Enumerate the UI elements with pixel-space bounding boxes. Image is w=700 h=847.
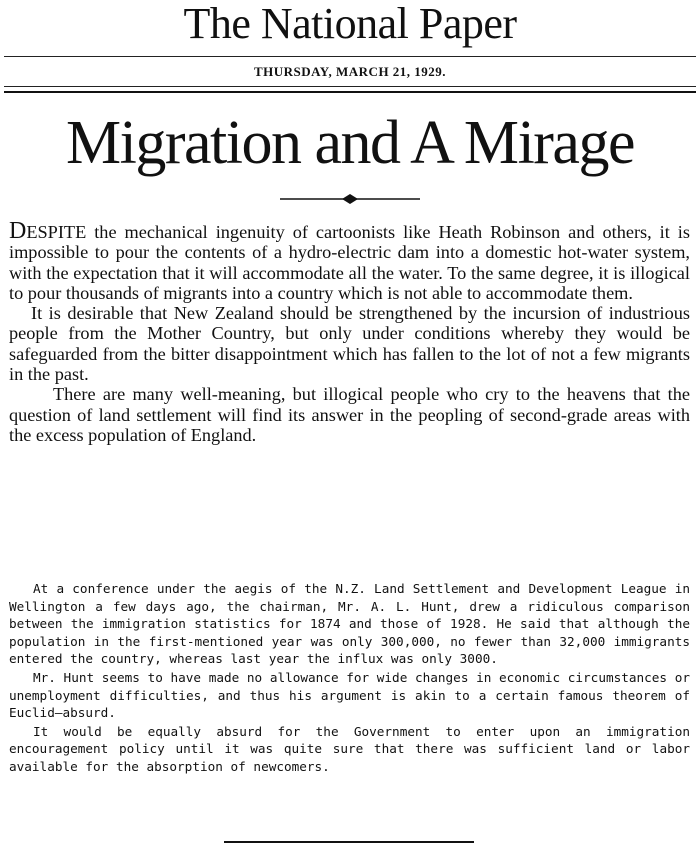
dateline-rule-bottom — [4, 91, 696, 93]
article-paragraph: It is desirable that New Zealand should be strengthened by the incursion of industrious people from the Mother Country, but only under conditions whereby they would be safeguarded from the bitter disappointment which has fallen to the lot of not a few migrants in the past. — [9, 303, 690, 385]
masthead-title: The National Paper — [183, 0, 517, 48]
dateline-rule-top — [4, 86, 696, 87]
article-paragraph: Mr. Hunt seems to have made no allowance for wide changes in economic circumstances or unemployment difficulties, and thus his argument is akin to a certain famous theorem of Euclid—absurd. — [9, 669, 690, 721]
end-rule — [224, 841, 474, 843]
article-lead — [9, 218, 690, 445]
ornament-divider — [280, 193, 420, 205]
article-paragraph: It would be equally absurd for the Government to enter upon an immigration encouragement policy until it was quite sure that there was sufficient land or labor available for the absorption of newcomers. — [9, 723, 690, 774]
article-paragraph: At a conference under the aegis of the N.Z. Land Settlement and Development League in Wellington a few days ago, the chairman, Mr. A. L. Hunt, drew a ridiculous comparison between the immigration statistics for 1874 and those of 1928. He said that although the population in the first-mentioned year was only 300,000, no fewer than 32,000 immigrants entered the country, whereas last year the influx was only 3000. — [9, 581, 690, 667]
article-body — [9, 580, 690, 777]
article-paragraph: There are many well-meaning, but illogical people who cry to the heavens that the question of land settlement will find its answer in the peopling of second-grade areas with the excess population of England. — [9, 384, 690, 445]
masthead-rule — [4, 56, 696, 57]
headline: Migration and A Mirage — [66, 109, 634, 177]
drop-cap: D — [9, 218, 27, 244]
article-paragraph: DESPITE the mechanical ingenuity of cartoonists like Heath Robinson and others, it is impossible to pour the contents of a hydro-electric dam into a domestic hot-water system, with the expectation that it will accommodate all the water. To the same degree, it is illogical to pour thousands of migrants into a country which is not able to accommodate them. — [9, 218, 690, 303]
dateline: THURSDAY, MARCH 21, 1929. — [253, 64, 447, 79]
